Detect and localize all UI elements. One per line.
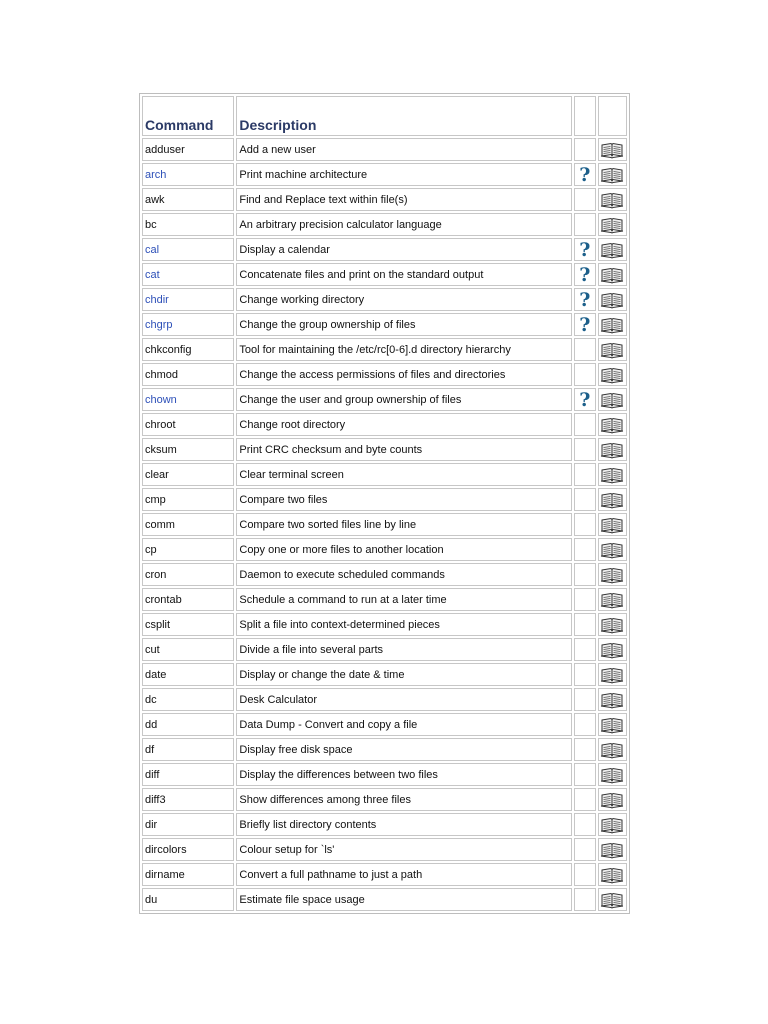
command-link[interactable]: chdir bbox=[142, 288, 234, 311]
manual-cell bbox=[598, 438, 627, 461]
table-row bbox=[142, 888, 627, 911]
command-name: date bbox=[142, 663, 234, 686]
command-name: bc bbox=[142, 213, 234, 236]
help-cell bbox=[574, 438, 596, 461]
command-description: Tool for maintaining the /etc/rc[0-6].d directory hierarchy bbox=[236, 338, 571, 361]
open-book-icon[interactable] bbox=[599, 716, 626, 734]
help-cell bbox=[574, 138, 596, 161]
command-description: Change the access permissions of files and directories bbox=[236, 363, 571, 386]
help-cell bbox=[574, 188, 596, 211]
command-description: Concatenate files and print on the standard output bbox=[236, 263, 571, 286]
question-mark-icon[interactable]: ? bbox=[579, 238, 591, 261]
command-description: Convert a full pathname to just a path bbox=[236, 863, 571, 886]
command-description: Copy one or more files to another location bbox=[236, 538, 571, 561]
table-row bbox=[142, 188, 627, 211]
open-book-icon[interactable] bbox=[599, 591, 626, 609]
command-link[interactable]: cal bbox=[142, 238, 234, 261]
command-description: Print machine architecture bbox=[236, 163, 571, 186]
open-book-icon[interactable] bbox=[599, 416, 626, 434]
table-row bbox=[142, 338, 627, 361]
header-command: Command bbox=[142, 96, 234, 136]
command-name: clear bbox=[142, 463, 234, 486]
manual-cell bbox=[598, 163, 627, 186]
help-cell bbox=[574, 613, 596, 636]
command-description: Display free disk space bbox=[236, 738, 571, 761]
manual-cell bbox=[598, 788, 627, 811]
command-description: Display the differences between two files bbox=[236, 763, 571, 786]
help-cell bbox=[574, 588, 596, 611]
open-book-icon[interactable] bbox=[599, 641, 626, 659]
command-link[interactable]: chown bbox=[142, 388, 234, 411]
help-cell bbox=[574, 863, 596, 886]
manual-cell bbox=[598, 638, 627, 661]
manual-cell bbox=[598, 763, 627, 786]
help-cell bbox=[574, 763, 596, 786]
command-name: diff3 bbox=[142, 788, 234, 811]
help-cell bbox=[574, 838, 596, 861]
command-description: Clear terminal screen bbox=[236, 463, 571, 486]
table-row bbox=[142, 738, 627, 761]
command-name: cp bbox=[142, 538, 234, 561]
manual-cell bbox=[598, 138, 627, 161]
help-cell bbox=[574, 163, 596, 186]
open-book-icon[interactable] bbox=[599, 566, 626, 584]
open-book-icon[interactable] bbox=[599, 491, 626, 509]
help-cell bbox=[574, 338, 596, 361]
open-book-icon[interactable] bbox=[599, 191, 626, 209]
command-description: Show differences among three files bbox=[236, 788, 571, 811]
command-name: csplit bbox=[142, 613, 234, 636]
table-row bbox=[142, 663, 627, 686]
manual-cell bbox=[598, 688, 627, 711]
question-mark-icon[interactable]: ? bbox=[579, 163, 591, 186]
manual-cell bbox=[598, 488, 627, 511]
manual-cell bbox=[598, 738, 627, 761]
command-description: Schedule a command to run at a later time bbox=[236, 588, 571, 611]
table-row bbox=[142, 263, 627, 286]
command-description: Desk Calculator bbox=[236, 688, 571, 711]
help-cell bbox=[574, 688, 596, 711]
command-name: diff bbox=[142, 763, 234, 786]
open-book-icon[interactable] bbox=[599, 766, 626, 784]
manual-cell bbox=[598, 563, 627, 586]
open-book-icon[interactable] bbox=[599, 166, 626, 184]
header-description: Description bbox=[236, 96, 571, 136]
header-manual bbox=[598, 96, 627, 136]
command-description: Data Dump - Convert and copy a file bbox=[236, 713, 571, 736]
command-name: dc bbox=[142, 688, 234, 711]
help-cell bbox=[574, 313, 596, 336]
table-row bbox=[142, 688, 627, 711]
open-book-icon[interactable] bbox=[599, 866, 626, 884]
command-name: adduser bbox=[142, 138, 234, 161]
manual-cell bbox=[598, 838, 627, 861]
command-description: Daemon to execute scheduled commands bbox=[236, 563, 571, 586]
manual-cell bbox=[598, 338, 627, 361]
command-name: crontab bbox=[142, 588, 234, 611]
help-cell bbox=[574, 563, 596, 586]
command-name: dirname bbox=[142, 863, 234, 886]
help-cell bbox=[574, 238, 596, 261]
open-book-icon[interactable] bbox=[599, 366, 626, 384]
command-description: Change root directory bbox=[236, 413, 571, 436]
table-row bbox=[142, 538, 627, 561]
help-cell bbox=[574, 713, 596, 736]
manual-cell bbox=[598, 263, 627, 286]
command-description: Estimate file space usage bbox=[236, 888, 571, 911]
open-book-icon[interactable] bbox=[599, 141, 626, 159]
command-description: Split a file into context-determined pieces bbox=[236, 613, 571, 636]
table-row bbox=[142, 613, 627, 636]
manual-cell bbox=[598, 288, 627, 311]
help-cell bbox=[574, 813, 596, 836]
table-row bbox=[142, 563, 627, 586]
command-description: Change the user and group ownership of files bbox=[236, 388, 571, 411]
open-book-icon[interactable] bbox=[599, 666, 626, 684]
command-description: Print CRC checksum and byte counts bbox=[236, 438, 571, 461]
manual-cell bbox=[598, 363, 627, 386]
table-row bbox=[142, 363, 627, 386]
command-name: cut bbox=[142, 638, 234, 661]
command-description: Find and Replace text within file(s) bbox=[236, 188, 571, 211]
open-book-icon[interactable] bbox=[599, 841, 626, 859]
open-book-icon[interactable] bbox=[599, 541, 626, 559]
open-book-icon[interactable] bbox=[599, 616, 626, 634]
command-name: dir bbox=[142, 813, 234, 836]
command-link[interactable]: chgrp bbox=[142, 313, 234, 336]
table-row bbox=[142, 438, 627, 461]
command-description: Add a new user bbox=[236, 138, 571, 161]
command-description: Compare two sorted files line by line bbox=[236, 513, 571, 536]
help-cell bbox=[574, 738, 596, 761]
command-name: cksum bbox=[142, 438, 234, 461]
open-book-icon[interactable] bbox=[599, 816, 626, 834]
manual-cell bbox=[598, 588, 627, 611]
command-name: chkconfig bbox=[142, 338, 234, 361]
manual-cell bbox=[598, 888, 627, 911]
command-description: Divide a file into several parts bbox=[236, 638, 571, 661]
command-description: Display or change the date & time bbox=[236, 663, 571, 686]
help-cell bbox=[574, 513, 596, 536]
table-row bbox=[142, 813, 627, 836]
manual-cell bbox=[598, 663, 627, 686]
command-description: Briefly list directory contents bbox=[236, 813, 571, 836]
manual-cell bbox=[598, 313, 627, 336]
question-mark-icon[interactable]: ? bbox=[579, 263, 591, 286]
open-book-icon[interactable] bbox=[599, 466, 626, 484]
table-row bbox=[142, 588, 627, 611]
help-cell bbox=[574, 413, 596, 436]
help-cell bbox=[574, 538, 596, 561]
help-cell bbox=[574, 213, 596, 236]
question-mark-icon[interactable]: ? bbox=[579, 288, 591, 311]
manual-cell bbox=[598, 238, 627, 261]
table-row bbox=[142, 463, 627, 486]
command-link[interactable]: cat bbox=[142, 263, 234, 286]
open-book-icon[interactable] bbox=[599, 341, 626, 359]
help-cell bbox=[574, 463, 596, 486]
manual-cell bbox=[598, 188, 627, 211]
command-table bbox=[139, 93, 630, 914]
table-row bbox=[142, 838, 627, 861]
table-row bbox=[142, 313, 627, 336]
open-book-icon[interactable] bbox=[599, 391, 626, 409]
command-name: dd bbox=[142, 713, 234, 736]
help-cell bbox=[574, 788, 596, 811]
open-book-icon[interactable] bbox=[599, 516, 626, 534]
command-description: Display a calendar bbox=[236, 238, 571, 261]
open-book-icon[interactable] bbox=[599, 241, 626, 259]
table-row bbox=[142, 138, 627, 161]
manual-cell bbox=[598, 513, 627, 536]
command-name: awk bbox=[142, 188, 234, 211]
help-cell bbox=[574, 288, 596, 311]
command-description: Compare two files bbox=[236, 488, 571, 511]
table-row bbox=[142, 288, 627, 311]
open-book-icon[interactable] bbox=[599, 741, 626, 759]
help-cell bbox=[574, 363, 596, 386]
manual-cell bbox=[598, 613, 627, 636]
command-link[interactable]: arch bbox=[142, 163, 234, 186]
open-book-icon[interactable] bbox=[599, 441, 626, 459]
table-row bbox=[142, 638, 627, 661]
help-cell bbox=[574, 888, 596, 911]
manual-cell bbox=[598, 213, 627, 236]
command-description: Change working directory bbox=[236, 288, 571, 311]
help-cell bbox=[574, 263, 596, 286]
table-row bbox=[142, 238, 627, 261]
manual-cell bbox=[598, 388, 627, 411]
header-help bbox=[574, 96, 596, 136]
command-description: An arbitrary precision calculator language bbox=[236, 213, 571, 236]
manual-cell bbox=[598, 413, 627, 436]
open-book-icon[interactable] bbox=[599, 291, 626, 309]
command-name: chroot bbox=[142, 413, 234, 436]
table-header-row bbox=[142, 96, 627, 136]
table-row bbox=[142, 388, 627, 411]
table-row bbox=[142, 763, 627, 786]
help-cell bbox=[574, 388, 596, 411]
manual-cell bbox=[598, 813, 627, 836]
help-cell bbox=[574, 663, 596, 686]
table-row bbox=[142, 413, 627, 436]
table-row bbox=[142, 713, 627, 736]
command-name: cron bbox=[142, 563, 234, 586]
table-row bbox=[142, 163, 627, 186]
open-book-icon[interactable] bbox=[599, 791, 626, 809]
manual-cell bbox=[598, 538, 627, 561]
open-book-icon[interactable] bbox=[599, 891, 626, 909]
command-description: Change the group ownership of files bbox=[236, 313, 571, 336]
command-name: du bbox=[142, 888, 234, 911]
command-name: chmod bbox=[142, 363, 234, 386]
question-mark-icon[interactable]: ? bbox=[579, 388, 591, 411]
table-row bbox=[142, 488, 627, 511]
table-row bbox=[142, 513, 627, 536]
question-mark-icon[interactable]: ? bbox=[579, 313, 591, 336]
help-cell bbox=[574, 638, 596, 661]
table-row bbox=[142, 213, 627, 236]
open-book-icon[interactable] bbox=[599, 691, 626, 709]
open-book-icon[interactable] bbox=[599, 216, 626, 234]
command-name: dircolors bbox=[142, 838, 234, 861]
manual-cell bbox=[598, 863, 627, 886]
open-book-icon[interactable] bbox=[599, 266, 626, 284]
table-row bbox=[142, 863, 627, 886]
help-cell bbox=[574, 488, 596, 511]
command-name: comm bbox=[142, 513, 234, 536]
open-book-icon[interactable] bbox=[599, 316, 626, 334]
command-name: df bbox=[142, 738, 234, 761]
table-row bbox=[142, 788, 627, 811]
manual-cell bbox=[598, 713, 627, 736]
command-name: cmp bbox=[142, 488, 234, 511]
manual-cell bbox=[598, 463, 627, 486]
command-description: Colour setup for `ls' bbox=[236, 838, 571, 861]
